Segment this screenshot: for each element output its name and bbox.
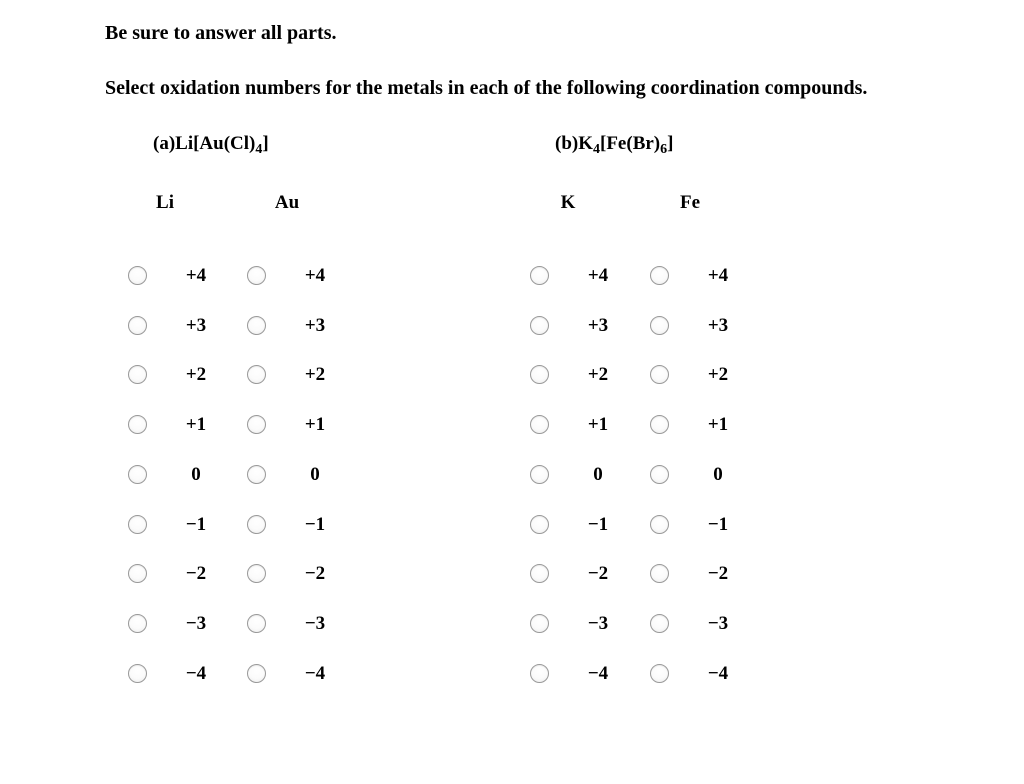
radio-li-minus2[interactable]: [128, 564, 147, 583]
radio-k-minus1[interactable]: [530, 515, 549, 534]
compound-a-suffix: ]: [262, 133, 269, 154]
radio-li-minus4[interactable]: [128, 664, 147, 683]
label-li-plus1: +1: [185, 414, 207, 435]
label-au-plus2: +2: [304, 364, 326, 385]
label-k-zero: 0: [593, 464, 603, 485]
radio-li-minus1[interactable]: [128, 515, 147, 534]
radio-au-plus3[interactable]: [247, 316, 266, 335]
label-k-plus2: +2: [587, 364, 609, 385]
label-fe-zero: 0: [713, 464, 723, 485]
radio-au-zero[interactable]: [247, 465, 266, 484]
radio-fe-zero[interactable]: [650, 465, 669, 484]
label-au-minus1: −1: [304, 514, 326, 535]
label-au-zero: 0: [310, 464, 320, 485]
label-k-plus1: +1: [587, 414, 609, 435]
label-fe-plus3: +3: [707, 315, 729, 336]
compound-b-formula: [555, 133, 673, 155]
label-li-minus4: −4: [185, 663, 207, 684]
compound-b-suffix: ]: [667, 133, 674, 154]
radio-fe-minus1[interactable]: [650, 515, 669, 534]
label-k-minus2: −2: [587, 563, 609, 584]
label-au-minus3: −3: [304, 613, 326, 634]
radio-k-minus2[interactable]: [530, 564, 549, 583]
label-fe-plus2: +2: [707, 364, 729, 385]
radio-k-zero[interactable]: [530, 465, 549, 484]
radio-li-minus3[interactable]: [128, 614, 147, 633]
label-au-minus2: −2: [304, 563, 326, 584]
radio-li-plus4[interactable]: [128, 266, 147, 285]
label-fe-minus2: −2: [707, 563, 729, 584]
label-au-plus3: +3: [304, 315, 326, 336]
radio-li-plus1[interactable]: [128, 415, 147, 434]
radio-fe-plus2[interactable]: [650, 365, 669, 384]
label-li-plus3: +3: [185, 315, 207, 336]
label-k-minus4: −4: [587, 663, 609, 684]
radio-fe-minus3[interactable]: [650, 614, 669, 633]
column-header-fe: Fe: [679, 192, 701, 213]
radio-au-plus1[interactable]: [247, 415, 266, 434]
column-header-k: K: [560, 192, 576, 213]
radio-au-minus2[interactable]: [247, 564, 266, 583]
column-header-au: Au: [274, 192, 300, 213]
radio-k-minus4[interactable]: [530, 664, 549, 683]
label-au-plus4: +4: [304, 265, 326, 286]
label-k-minus1: −1: [587, 514, 609, 535]
label-fe-plus4: +4: [707, 265, 729, 286]
label-k-plus3: +3: [587, 315, 609, 336]
radio-fe-plus1[interactable]: [650, 415, 669, 434]
radio-li-plus3[interactable]: [128, 316, 147, 335]
radio-fe-minus2[interactable]: [650, 564, 669, 583]
column-header-li: Li: [156, 192, 174, 213]
label-li-minus3: −3: [185, 613, 207, 634]
label-fe-plus1: +1: [707, 414, 729, 435]
radio-k-minus3[interactable]: [530, 614, 549, 633]
radio-k-plus1[interactable]: [530, 415, 549, 434]
compound-a-formula: [153, 133, 269, 155]
label-li-minus1: −1: [185, 514, 207, 535]
compound-b-subscript-1: 4: [593, 142, 600, 157]
label-au-minus4: −4: [304, 663, 326, 684]
radio-fe-plus3[interactable]: [650, 316, 669, 335]
radio-fe-minus4[interactable]: [650, 664, 669, 683]
compound-a-subscript: 4: [255, 142, 263, 157]
label-li-zero: 0: [191, 464, 201, 485]
radio-k-plus4[interactable]: [530, 266, 549, 285]
radio-au-minus4[interactable]: [247, 664, 266, 683]
instruction-select-oxidation-numbers: Select oxidation numbers for the metals in each of the following coordination compounds.: [105, 77, 868, 99]
compound-b-middle: [Fe(Br): [600, 133, 661, 154]
label-li-plus4: +4: [185, 265, 207, 286]
label-au-plus1: +1: [304, 414, 326, 435]
label-fe-minus3: −3: [707, 613, 729, 634]
compound-b-subscript-2: 6: [660, 142, 668, 157]
radio-au-minus1[interactable]: [247, 515, 266, 534]
label-k-plus4: +4: [587, 265, 609, 286]
label-li-plus2: +2: [185, 364, 207, 385]
label-li-minus2: −2: [185, 563, 207, 584]
label-k-minus3: −3: [587, 613, 609, 634]
radio-au-plus2[interactable]: [247, 365, 266, 384]
radio-au-plus4[interactable]: [247, 266, 266, 285]
radio-au-minus3[interactable]: [247, 614, 266, 633]
label-fe-minus1: −1: [707, 514, 729, 535]
radio-k-plus3[interactable]: [530, 316, 549, 335]
radio-fe-plus4[interactable]: [650, 266, 669, 285]
instruction-answer-all-parts: Be sure to answer all parts.: [105, 22, 337, 44]
radio-li-zero[interactable]: [128, 465, 147, 484]
compound-b-prefix: (b)K: [555, 133, 593, 154]
radio-k-plus2[interactable]: [530, 365, 549, 384]
compound-a-prefix: (a)Li[Au(Cl): [153, 133, 256, 154]
radio-li-plus2[interactable]: [128, 365, 147, 384]
label-fe-minus4: −4: [707, 663, 729, 684]
